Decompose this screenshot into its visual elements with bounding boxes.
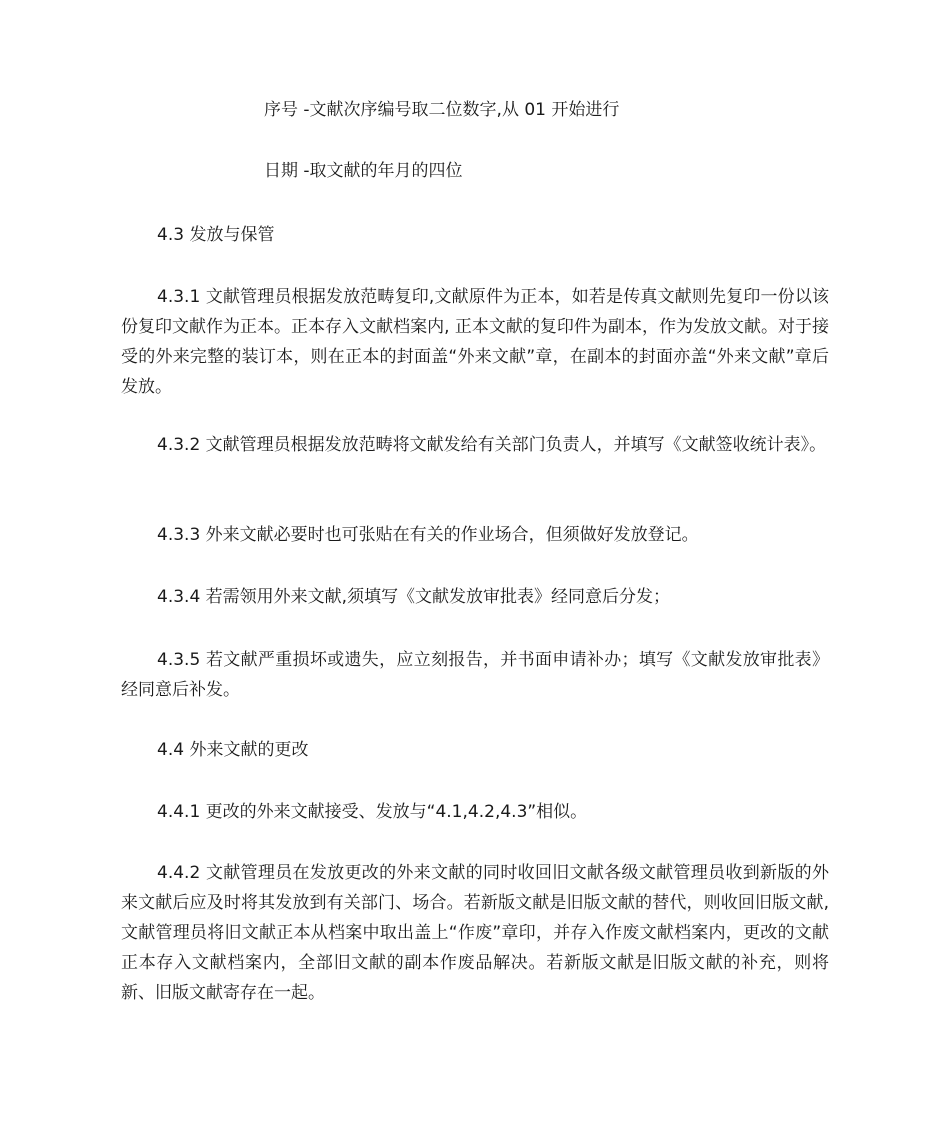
- date-rule: 日期 -取文献的年月的四位: [264, 161, 463, 181]
- paragraph-4-3-5: 4.3.5 若文献严重损坏或遗失，应立刻报告，并书面申请补办；填写《文献发放审批表》经同意后补发。: [121, 650, 829, 700]
- section-heading-4-4: 4.4 外来文献的更改: [157, 740, 309, 760]
- paragraph-4-3-4: 4.3.4 若需领用外来文献,须填写《文献发放审批表》经同意后分发；: [157, 587, 671, 607]
- paragraph-4-3-1: 4.3.1 文献管理员根据发放范畴复印,文献原件为正本，如若是传真文献则先复印一份以该份复印文献作为正本。正本存入文献档案内, 正本文献的复印件为副本，作为发放文献。对于接受的外来完整的装订本，则在正本的封面盖“外来文献”章，在副本的封面亦盖“外来文献”章后发放。: [121, 287, 829, 397]
- paragraph-4-4-1: 4.4.1 更改的外来文献接受、发放与“4.1,4.2,4.3”相似。: [157, 802, 588, 822]
- paragraph-4-3-2: 4.3.2 文献管理员根据发放范畴将文献发给有关部门负责人，并填写《文献签收统计表》。: [157, 435, 827, 455]
- paragraph-4-4-2: 4.4.2 文献管理员在发放更改的外来文献的同时收回旧文献各级文献管理员收到新版的外来文献后应及时将其发放到有关部门、场合。若新版文献是旧版文献的替代，则收回旧版文献,文献管理员将旧文献正本从档案中取出盖上“作废”章印，并存入作废文献档案内，更改的文献正本存入文献档案内，全部旧文献的副本作废品解决。若新版文献是旧版文献的补充，则将新、旧版文献寄存在一起。: [121, 863, 829, 1003]
- section-heading-4-3: 4.3 发放与保管: [157, 225, 275, 245]
- serial-number-rule: 序号 -文献次序编号取二位数字,从 01 开始进行: [264, 100, 620, 120]
- paragraph-4-3-3: 4.3.3 外来文献必要时也可张贴在有关的作业场合，但须做好发放登记。: [157, 525, 699, 545]
